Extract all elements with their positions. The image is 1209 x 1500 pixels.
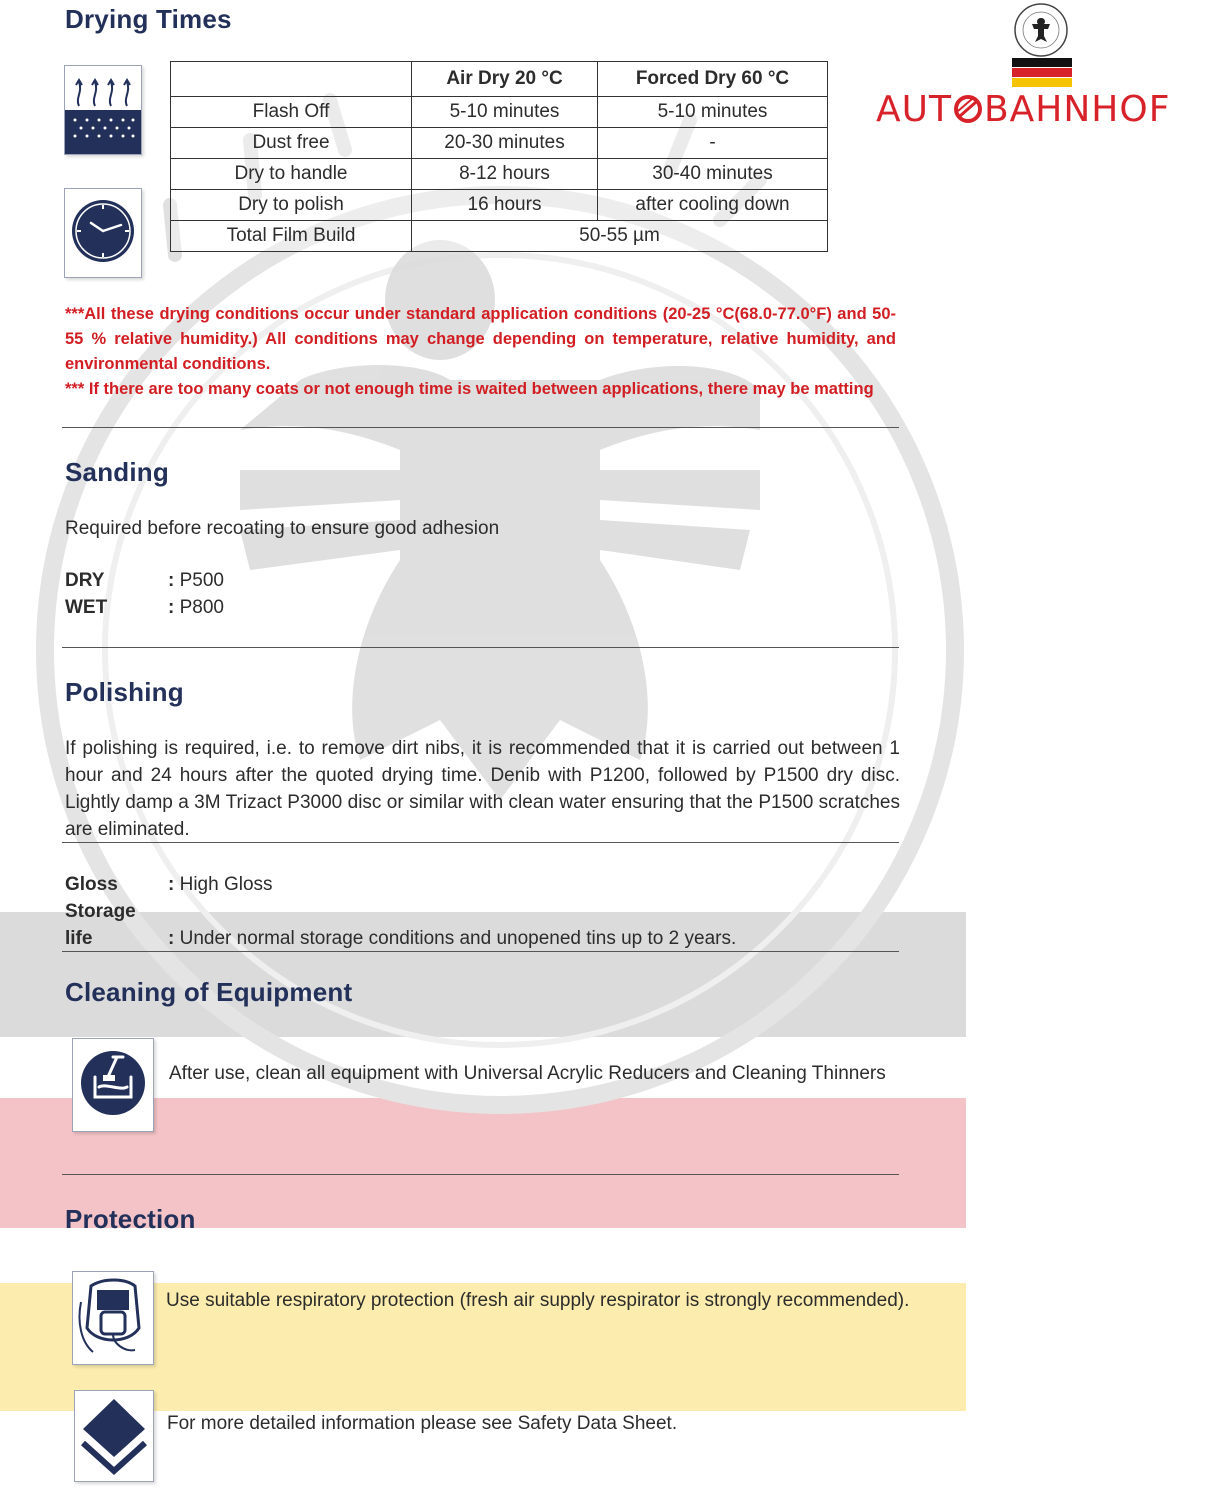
air-dry-value: 5-10 minutes	[412, 97, 598, 128]
respirator-icon	[73, 1272, 153, 1364]
wet-label: WET	[65, 597, 108, 618]
drying-times-title: Drying Times	[65, 4, 232, 34]
gloss-value: High Gloss	[179, 874, 273, 895]
forced-dry-value: after cooling down	[598, 190, 828, 221]
divider	[62, 427, 899, 428]
drying-times-table	[170, 61, 828, 252]
wheel-icon	[952, 93, 984, 123]
polishing-title: Polishing	[65, 677, 184, 707]
flag-stripe-black	[1012, 58, 1072, 67]
table-header-cell: Forced Dry 60 °C	[598, 62, 828, 97]
divider	[62, 842, 899, 843]
air-dry-value: 16 hours	[412, 190, 598, 221]
cleaning-icon-box	[72, 1038, 154, 1132]
protection-title: Protection	[65, 1204, 196, 1234]
row-label: Dust free	[171, 128, 412, 159]
sds-icon-box	[74, 1390, 154, 1482]
clock-icon-box	[64, 188, 142, 278]
warning-matting: *** If there are too many coats or not enough time is waited between applications, there may be matting	[65, 380, 874, 398]
wet-value: P800	[179, 597, 224, 618]
sanding-text: Required before recoating to ensure good adhesion	[65, 518, 500, 539]
forced-dry-value: -	[598, 128, 828, 159]
forced-dry-value: 30-40 minutes	[598, 159, 828, 190]
table-row	[171, 159, 828, 190]
respirator-icon-box	[72, 1271, 154, 1365]
table-row	[171, 221, 828, 252]
brand-seal-icon	[1010, 2, 1072, 58]
brand-logo-right: BAHNHOF	[983, 89, 1171, 130]
row-label: Flash Off	[171, 97, 412, 128]
row-label: Dry to polish	[171, 190, 412, 221]
heat-drying-icon	[65, 66, 141, 154]
table-row	[171, 97, 828, 128]
cleaning-title: Cleaning of Equipment	[65, 977, 353, 1007]
table-header-cell	[171, 62, 412, 97]
clock-icon	[65, 189, 141, 277]
drying-icon-box	[64, 65, 142, 155]
row-label: Total Film Build	[171, 221, 412, 252]
flag-stripe-gold	[1012, 78, 1072, 87]
polishing-text: If polishing is required, i.e. to remove dirt nibs, it is recommended that it is carried out between 1 hour and 24 hours after the quoted drying time. Denib with P1200, followed by P1500 dry disc. Lightly damp a 3M Trizact P3000 disc or similar with clean water ensuring that the P1500 scratches are eliminated.	[65, 738, 900, 840]
row-label: Dry to handle	[171, 159, 412, 190]
sanding-wet-row: WET : P800	[65, 594, 224, 621]
divider	[62, 647, 899, 648]
flag-stripe-red	[1012, 68, 1072, 77]
brand-logo	[876, 90, 1170, 130]
forced-dry-value: 5-10 minutes	[598, 97, 828, 128]
divider	[62, 1174, 899, 1175]
sanding-title: Sanding	[65, 457, 169, 487]
table-header-cell: Air Dry 20 °C	[412, 62, 598, 97]
sds-text: For more detailed information please see Safety Data Sheet.	[167, 1413, 678, 1434]
divider	[62, 951, 899, 952]
table-header-row	[171, 62, 828, 97]
air-dry-value: 8-12 hours	[412, 159, 598, 190]
sanding-dry-row: DRY : P500	[65, 567, 224, 594]
table-row	[171, 128, 828, 159]
protection-text: Use suitable respiratory protection (fresh air supply respirator is strongly recommended).	[166, 1290, 910, 1311]
air-dry-value: 20-30 minutes	[412, 128, 598, 159]
table-row	[171, 190, 828, 221]
dry-label: DRY	[65, 570, 105, 591]
cleaning-text: After use, clean all equipment with Universal Acrylic Reducers and Cleaning Thinners	[169, 1063, 886, 1084]
film-build-value: 50-55 µm	[412, 221, 828, 252]
clean-equipment-icon	[73, 1039, 153, 1131]
gloss-row: Gloss : High Gloss	[65, 871, 273, 898]
drying-warning	[65, 302, 896, 402]
warning-conditions: ***All these drying conditions occur under standard application conditions (20-25 °C(68.0-77.0°F) and 50-55 % relative humidity.) All conditions may change depending on temperature, relative humidity, and environmental conditions.	[65, 305, 896, 373]
storage-value: Under normal storage conditions and unopened tins up to 2 years.	[179, 928, 737, 949]
dry-value: P500	[179, 570, 224, 591]
layers-icon	[75, 1391, 153, 1481]
storage-row: Storage life : Under normal storage conditions and unopened tins up to 2 years.	[65, 898, 736, 952]
brand-logo-left: AUT	[876, 89, 952, 130]
storage-label: Storage life	[65, 901, 136, 949]
gloss-label: Gloss	[65, 874, 118, 895]
